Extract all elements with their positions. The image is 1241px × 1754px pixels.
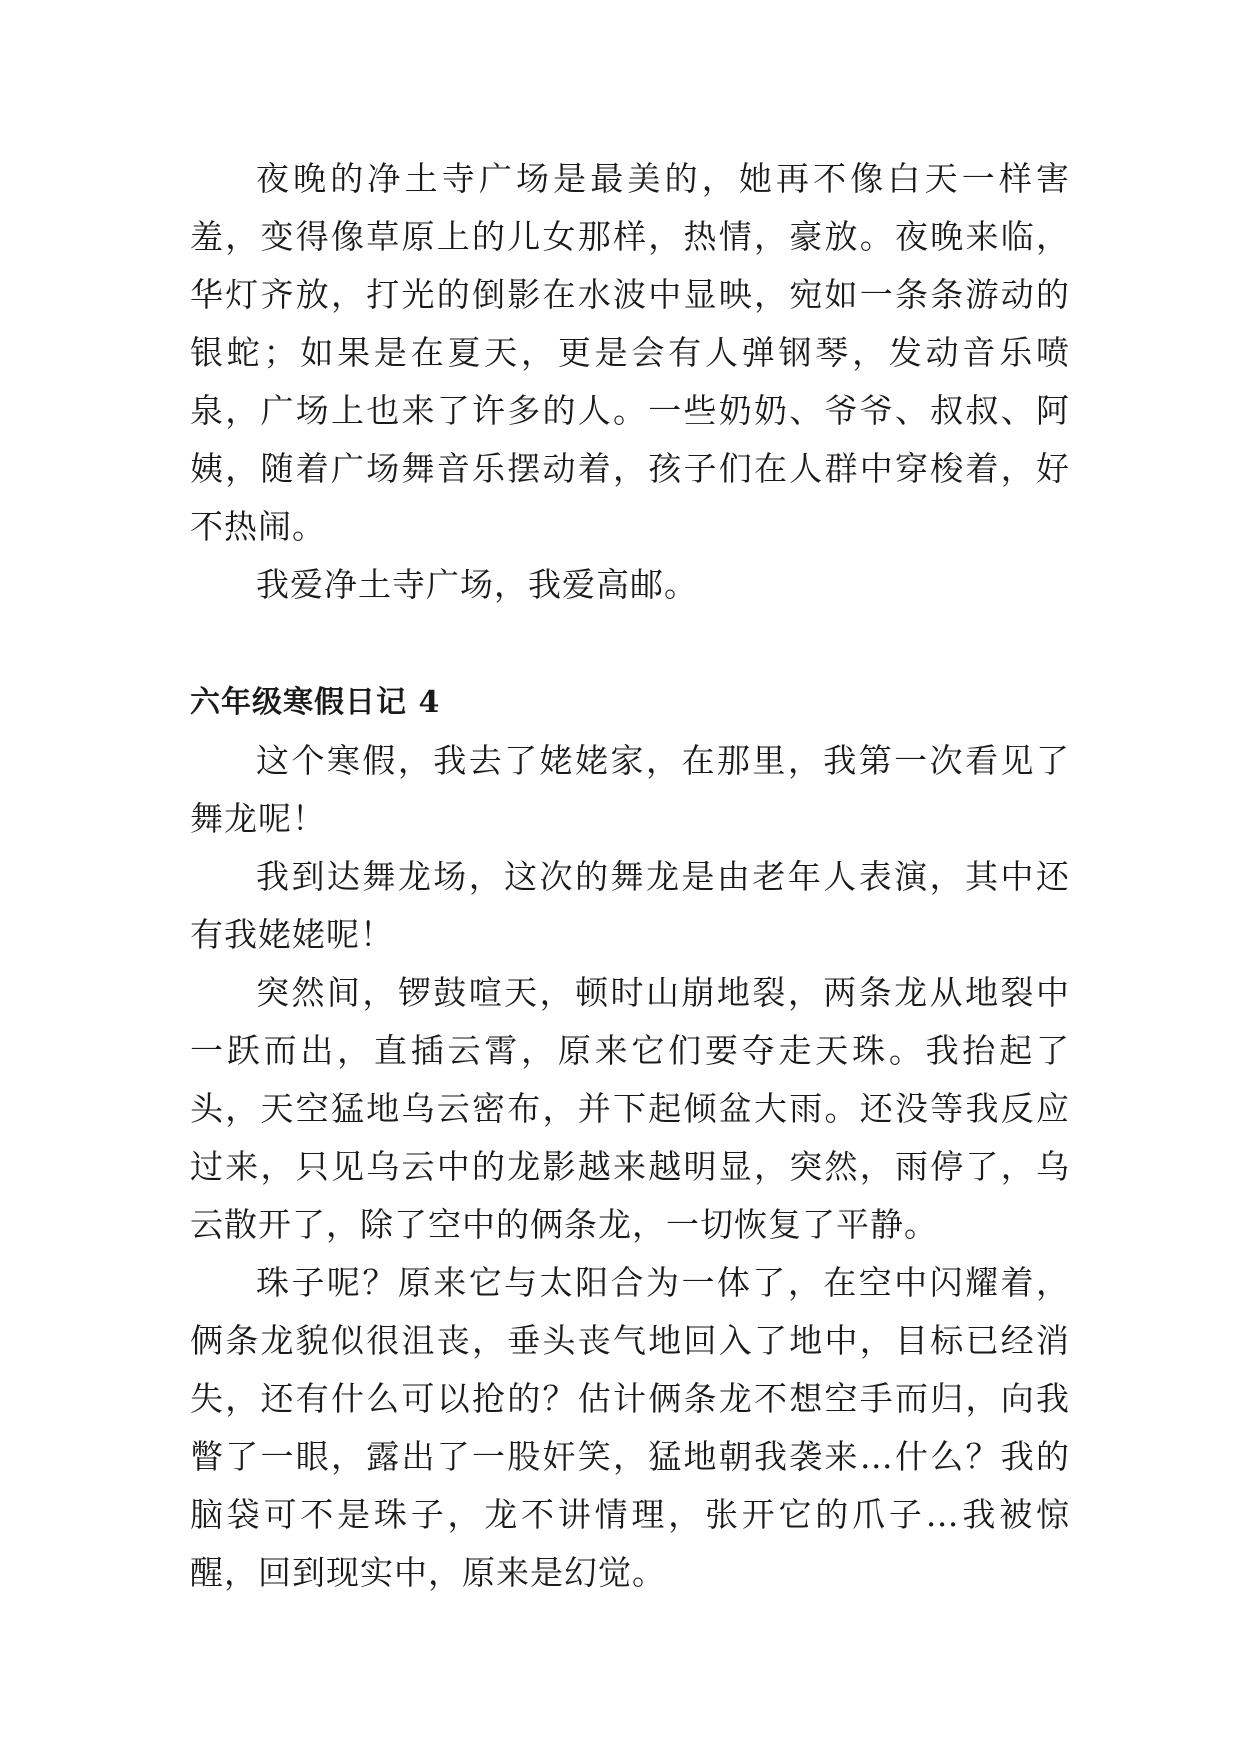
document-page — [190, 150, 1070, 1602]
paragraph-pearl-illusion: 珠子呢？原来它与太阳合为一体了，在空中闪耀着，俩条龙貌似很沮丧，垂头丧气地回入了地中，目标已经消失，还有什么可以抢的？估计俩条龙不想空手而归，向我瞥了一眼，露出了一股奸笑，猛地朝我袭来…什么？我的脑袋可不是珠子，龙不讲情理，张开它的爪子…我被惊醒，回到现实中，原来是幻觉。 — [190, 1263, 1070, 1592]
paragraph-winter-break: 这个寒假，我去了姥姥家，在那里，我第一次看见了舞龙呢！ — [190, 741, 1070, 838]
paragraph-dragons-rise: 突然间，锣鼓喧天，顿时山崩地裂，两条龙从地裂中一跃而出，直插云霄，原来它们要夺走天珠。我抬起了头，天空猛地乌云密布，并下起倾盆大雨。还没等我反应过来，只见乌云中的龙影越来越明显，突然，雨停了，乌云散开了，除了空中的俩条龙，一切恢复了平静。 — [190, 973, 1070, 1244]
paragraph-love-gaoyou: 我爱净土寺广场，我爱高邮。 — [256, 565, 698, 604]
paragraph-night-square: 夜晚的净土寺广场是最美的，她再不像白天一样害羞，变得像草原上的儿女那样，热情，豪放。夜晚来临，华灯齐放，打光的倒影在水波中显映，宛如一条条游动的银蛇；如果是在夏天，更是会有人弹钢琴，发动音乐喷泉，广场上也来了许多的人。一些奶奶、爷爷、叔叔、阿姨，随着广场舞音乐摆动着，孩子们在人群中穿梭着，好不热闹。 — [190, 159, 1070, 546]
diary-title: 六年级寒假日记 4 — [190, 685, 441, 720]
paragraph-dragon-field: 我到达舞龙场，这次的舞龙是由老年人表演，其中还有我姥姥呢！ — [190, 857, 1070, 954]
